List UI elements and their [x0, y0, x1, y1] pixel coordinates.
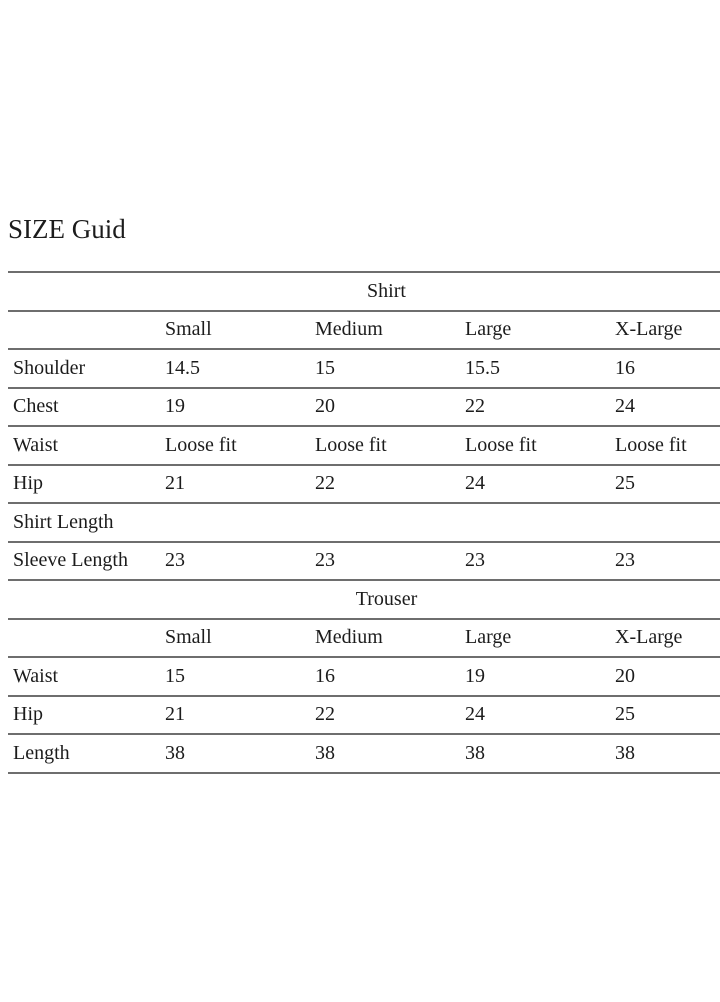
- size-value-cell: Loose fit: [465, 433, 537, 456]
- column-header: Medium: [315, 318, 383, 341]
- size-guide-table: [8, 271, 720, 774]
- size-value-cell: 20: [315, 395, 335, 418]
- size-value-cell: 22: [315, 472, 335, 495]
- section-title: Trouser: [355, 587, 418, 610]
- size-value-cell: 15: [315, 356, 335, 379]
- size-value-cell: 24: [615, 395, 635, 418]
- size-value-cell: 23: [615, 549, 635, 572]
- table-row: [8, 349, 720, 388]
- table-row: [8, 657, 720, 696]
- size-value-cell: 24: [465, 703, 485, 726]
- size-value-cell: 25: [615, 703, 635, 726]
- column-header: Small: [165, 318, 212, 341]
- row-label: Hip: [13, 472, 43, 495]
- size-value-cell: 23: [165, 549, 185, 572]
- size-value-cell: Loose fit: [615, 433, 687, 456]
- section-title-row: [8, 580, 720, 619]
- column-header: Medium: [315, 626, 383, 649]
- size-value-cell: [160, 503, 310, 542]
- size-value-cell: 20: [615, 664, 635, 687]
- row-label: Hip: [13, 703, 43, 726]
- size-value-cell: 21: [165, 472, 185, 495]
- size-value-cell: 23: [315, 549, 335, 572]
- size-value-cell: 38: [315, 741, 335, 764]
- size-value-cell: 38: [615, 741, 635, 764]
- size-value-cell: 16: [315, 664, 335, 687]
- row-label: Waist: [13, 433, 59, 456]
- size-value-cell: 23: [465, 549, 485, 572]
- size-value-cell: 25: [615, 472, 635, 495]
- size-value-cell: [310, 503, 460, 542]
- size-value-cell: 21: [165, 703, 185, 726]
- size-value-cell: 24: [465, 472, 485, 495]
- table-row: [8, 503, 720, 542]
- size-value-cell: 14.5: [165, 356, 200, 379]
- row-label: Length: [13, 741, 70, 764]
- size-guide-table-body: [8, 272, 720, 773]
- row-label: Waist: [13, 664, 59, 687]
- column-header-row: [8, 619, 720, 658]
- size-value-cell: [460, 503, 610, 542]
- column-header: Large: [465, 318, 512, 341]
- size-value-cell: 19: [465, 664, 485, 687]
- table-row: [8, 426, 720, 465]
- size-value-cell: 22: [315, 703, 335, 726]
- column-header: X-Large: [615, 626, 683, 649]
- table-row: [8, 696, 720, 735]
- column-header-row: [8, 311, 720, 350]
- size-value-cell: 15.5: [465, 356, 500, 379]
- size-value-cell: 38: [165, 741, 185, 764]
- size-value-cell: Loose fit: [315, 433, 387, 456]
- table-row: [8, 542, 720, 581]
- table-row: [8, 465, 720, 504]
- page-title: SIZE Guid: [8, 214, 126, 244]
- size-value-cell: 22: [465, 395, 485, 418]
- size-value-cell: Loose fit: [165, 433, 237, 456]
- column-header: Large: [465, 626, 512, 649]
- size-value-cell: 15: [165, 664, 185, 687]
- size-guide-table-container: [8, 271, 720, 774]
- size-value-cell: [610, 503, 720, 542]
- column-header: X-Large: [615, 318, 683, 341]
- row-label: Shirt Length: [13, 510, 114, 533]
- row-label: Shoulder: [13, 356, 86, 379]
- row-label: Chest: [13, 395, 59, 418]
- size-value-cell: 19: [165, 395, 185, 418]
- table-row: [8, 388, 720, 427]
- row-label: Sleeve Length: [13, 549, 128, 572]
- corner-cell: [8, 619, 160, 658]
- corner-cell: [8, 311, 160, 350]
- table-row: [8, 734, 720, 773]
- column-header: Small: [165, 626, 212, 649]
- size-value-cell: 38: [465, 741, 485, 764]
- section-title-row: [8, 272, 720, 311]
- size-value-cell: 16: [615, 356, 635, 379]
- section-title: Shirt: [367, 279, 406, 302]
